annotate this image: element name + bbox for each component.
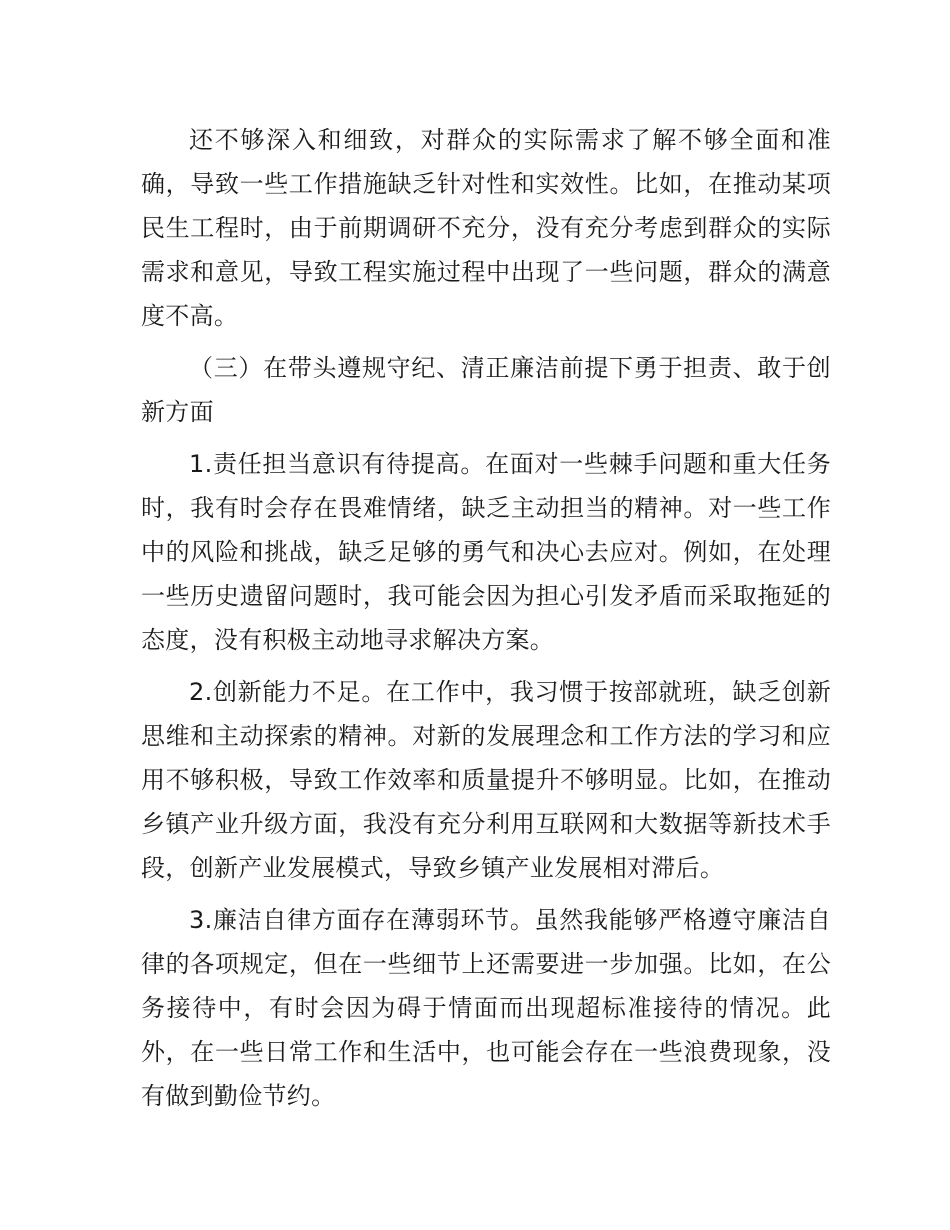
section-heading: （三）在带头遵规守纪、清正廉洁前提下勇于担责、敢于创新方面 — [141, 354, 831, 426]
paragraph-item-1: 1.责任担当意识有待提高。在面对一些棘手问题和重大任务时，我有时会存在畏难情绪，缺乏主动担当的精神。对一些工作中的风险和挑战，缺乏足够的勇气和决心去应对。例如，在处理一些历史遗留问题时，我可能会因为担心引发矛盾而采取拖延的态度，没有积极主动地寻求解决方案。 — [141, 450, 831, 654]
document-body — [141, 118, 831, 1126]
paragraph-item-2: 2.创新能力不足。在工作中，我习惯于按部就班，缺乏创新思维和主动探索的精神。对新的发展理念和工作方法的学习和应用不够积极，导致工作效率和质量提升不够明显。比如，在推动乡镇产业升级方面，我没有充分利用互联网和大数据等新技术手段，创新产业发展模式，导致乡镇产业发展相对滞后。 — [141, 678, 831, 882]
paragraph-continuation: 还不够深入和细致，对群众的实际需求了解不够全面和准确，导致一些工作措施缺乏针对性和实效性。比如，在推动某项民生工程时，由于前期调研不充分，没有充分考虑到群众的实际需求和意见，导致工程实施过程中出现了一些问题，群众的满意度不高。 — [141, 126, 831, 330]
paragraph-item-3: 3.廉洁自律方面存在薄弱环节。虽然我能够严格遵守廉洁自律的各项规定，但在一些细节上还需要进一步加强。比如，在公务接待中，有时会因为碍于情面而出现超标准接待的情况。此外，在一些日常工作和生活中，也可能会存在一些浪费现象，没有做到勤俭节约。 — [141, 906, 831, 1110]
